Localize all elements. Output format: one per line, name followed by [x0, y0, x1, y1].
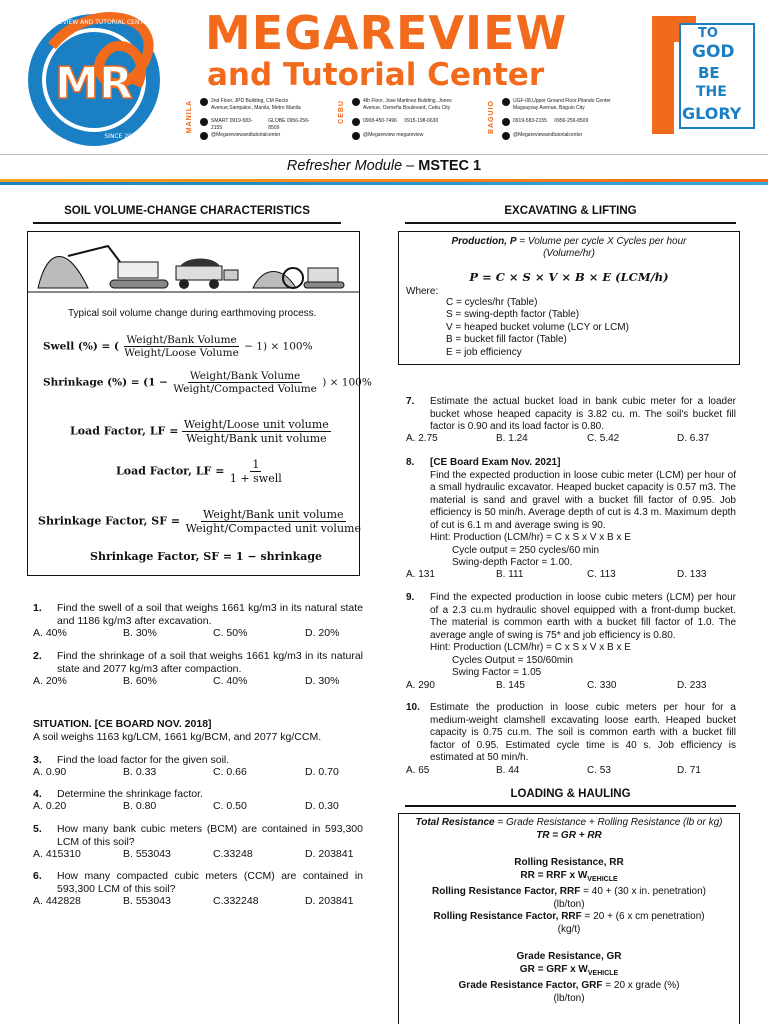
facebook-icon	[352, 132, 360, 140]
facebook-icon	[502, 132, 510, 140]
shrinkage-factor-formula-2: Shrinkage Factor, SF = 1 − shrinkage	[90, 550, 323, 563]
header-divider	[0, 154, 768, 155]
production-unit: (Volume/hr)	[543, 248, 595, 259]
where-list: C = cycles/hr (Table) S = swing-depth factor (Table) V = heaped bucket volume (LCY or LCM) B = bucket fill factor (Table) E = job efficiency	[446, 297, 629, 358]
svg-text:SINCE 2016: SINCE 2016	[104, 133, 140, 140]
module-title: Refresher Module – MSTEC 1	[286, 158, 482, 174]
choices-1: A. 40% B. 30% C. 50% D. 20%	[33, 627, 340, 639]
situation-title: SITUATION. [CE BOARD NOV. 2018]	[33, 718, 212, 730]
soil-formula-box	[27, 231, 372, 576]
location-icon	[200, 98, 208, 106]
load-factor-formula-1: Load Factor, LF = $\frac{\text{Weight/Loose unit volume}}{\text{Weight/Bank unit volume}}$	[70, 418, 329, 445]
problem-10: 10. Estimate the production in loose cubic meters per hour for a medium-weight clamshell excavating loose earth. Heaped bucket capacity is 0.75 cu.m. The soil is common earth with a bucket fill factor of 0.95. Estimated cycle time is 40 s. Job efficiency is estimated at 50 min/h.	[406, 702, 736, 763]
phone-icon	[352, 118, 360, 126]
tagline-badge: TO GOD BE THE GLORY	[652, 16, 762, 134]
branch-manila: MANILA 2nd Floor, JPD Building, CM Recto Avenue,Sampaloc, Manila, Metro Manila SMART 0919-583-2155 GLOBE 0956-256-8509 @Megareviewandtutorialcenter	[186, 98, 310, 138]
problem-2: 2. Find the shrinkage of a soil that weighs 1661 kg/m3 in its natural state and 2077 kg/m3 after compaction.	[33, 650, 363, 675]
shrinkage-formula: Shrinkage (%) = (1 − $\frac{\text{Weight/Bank Volume}}{\text{Weight/Compacted Volume}}$ ) × 100%	[43, 370, 372, 395]
section-heading-excavating: EXCAVATING & LIFTING	[405, 202, 736, 224]
facebook-icon	[200, 132, 208, 140]
choices-8: A. 131 B. 111 C. 113 D. 133	[406, 569, 707, 580]
production-formula-box	[398, 231, 740, 365]
load-factor-formula-2: Load Factor, LF = $\frac{1}{\text{1 + swell}}$	[116, 458, 282, 485]
brand-subtitle: and Tutorial Center	[207, 57, 545, 93]
choices-7: A. 2.75 B. 1.24 C. 5.42 D. 6.37	[406, 433, 710, 444]
shrinkage-factor-formula-1: Shrinkage Factor, SF = $\frac{\text{Weight/Bank unit volume}}{\text{Weight/Compacted unit volume}}$	[38, 508, 361, 535]
choices-10: A. 65 B. 44 C. 53 D. 71	[406, 765, 701, 776]
section-heading-loading: LOADING & HAULING	[405, 785, 736, 807]
branch-baguio: BAGUIO UGF-08,Upper Ground Floor,Pilando Center Magsaysay Avenue, Baguio City 0919-583-2155 0956-256-8509 @Megareviewandtutorialcenter	[488, 98, 611, 138]
accent-bar-blue	[0, 182, 768, 185]
brand-title: MEGAREVIEW	[205, 6, 568, 60]
problem-1: 1. Find the swell of a soil that weighs 1661 kg/m3 in its natural state and 1186 kg/m3 after excavation.	[33, 602, 363, 627]
production-definition: Production, P = Volume per cycle X Cycles per hour	[451, 236, 687, 247]
hauling-formula-box	[398, 813, 740, 1024]
choices-5: A. 415310 B. 553043 C.33248 D. 203841	[33, 848, 354, 860]
where-label: Where:	[406, 286, 439, 297]
phone-icon	[200, 118, 208, 126]
situation-text: A soil weighs 1163 kg/LCM, 1661 kg/BCM, and 2077 kg/CCM.	[33, 731, 322, 743]
megareview-logo	[22, 6, 172, 151]
svg-text:MR: MR	[55, 58, 133, 109]
problem-9: 9. Find the expected production in loose cubic meters (LCM) per hour of a 2.3 cu.m hydraulic shovel equipped with a front-dump bucket. The material is common earth with a bucket fill factor of 1.0. The average angle of swing is 75* and job efficiency is 0.80. Hint: Production (LCM/hr) = C x S x V x B x E Cycles Output = 150/60min Swing Factor = 1.05	[406, 592, 736, 678]
problem-8: 8. [CE Board Exam Nov. 2021] Find the expected production in loose cubic meter (LCM) per hour of a small hydraulic excavator. Heaped bucket capacity is 0.57 m3. The material is sand and gravel with a bucket fill factor of 0.95. Job efficiency is 50 min/h. Average depth of cut is 4.3 m. Maximum depth of cut is 6.1 m and average swing is 90. Hint: Production (LCM/hr) = C x S x V x B x E Cycle output = 250 cycles/60 min Swing-depth Factor = 1.00.	[406, 457, 736, 568]
hauling-formulas: Total Resistance = Grade Resistance + Rolling Resistance (lb or kg) TR = GR + RR Rolling Resistance, RR RR = RRF x $W_{VEHICLE}$ Rolling Resistance Factor, RRF = 40 + (30 x in. penetration) (lb/ton) Rolling Resistance Factor, RRF = 20 + (6 x cm penetration) (kg/t) Grade Resistance, GR GR = GRF x $W_{VEHICLE}$ Grade Resistance Factor, GRF = 20 x grade (%) (lb/ton)	[415, 817, 723, 1004]
choices-2: A. 20% B. 60% C. 40% D. 30%	[33, 675, 340, 687]
production-formula: P = C × S × V × B × E (LCM/h)	[469, 270, 669, 284]
earthmoving-illustration	[28, 236, 359, 296]
problem-5: 5. How many bank cubic meters (BCM) are contained in 593,300 LCM of this soil?	[33, 823, 363, 848]
choices-3: A. 0.90 B. 0.33 C. 0.66 D. 0.70	[33, 766, 339, 778]
branch-cebu: CEBU 4th Floor, Jose Martinez Building, Jones Avenue, Osmeña Boulevard, Cebu City 0908-450-7496 0915-198-6630 @Megareview megareview	[338, 98, 452, 138]
problem-6: 6. How many compacted cubic meters (CCM) are contained in 593,300 LCM of this soil?	[33, 870, 363, 895]
choices-6: A. 442828 B. 553043 C.332248 D. 203841	[33, 895, 354, 907]
swell-formula: Swell (%) = ( $\frac{\text{Weight/Bank Volume}}{\text{Weight/Loose Volume}}$ − 1) × 100%	[43, 334, 313, 359]
location-icon	[352, 98, 360, 106]
phone-icon	[502, 118, 510, 126]
choices-4: A. 0.20 B. 0.80 C. 0.50 D. 0.30	[33, 800, 339, 812]
problem-4: 4. Determine the shrinkage factor.	[33, 788, 203, 800]
page-header	[0, 0, 768, 150]
svg-text:MEGAREVIEW AND TUTORIAL CENTER: MEGAREVIEW AND TUTORIAL CENTER	[36, 19, 152, 26]
problem-3: 3. Find the load factor for the given soil.	[33, 754, 230, 766]
illustration-caption: Typical soil volume change during earthmoving process.	[68, 308, 317, 319]
section-heading-soil: SOIL VOLUME-CHANGE CHARACTERISTICS	[33, 202, 341, 224]
location-icon	[502, 98, 510, 106]
choices-9: A. 290 B. 145 C. 330 D. 233	[406, 680, 707, 691]
problem-7: 7. Estimate the actual bucket load in bank cubic meter for a loader bucket whose heaped capacity is 3.82 cu. m. The soil's bucket fill factor is 0.90 and its load factor is 0.80.	[406, 396, 736, 432]
